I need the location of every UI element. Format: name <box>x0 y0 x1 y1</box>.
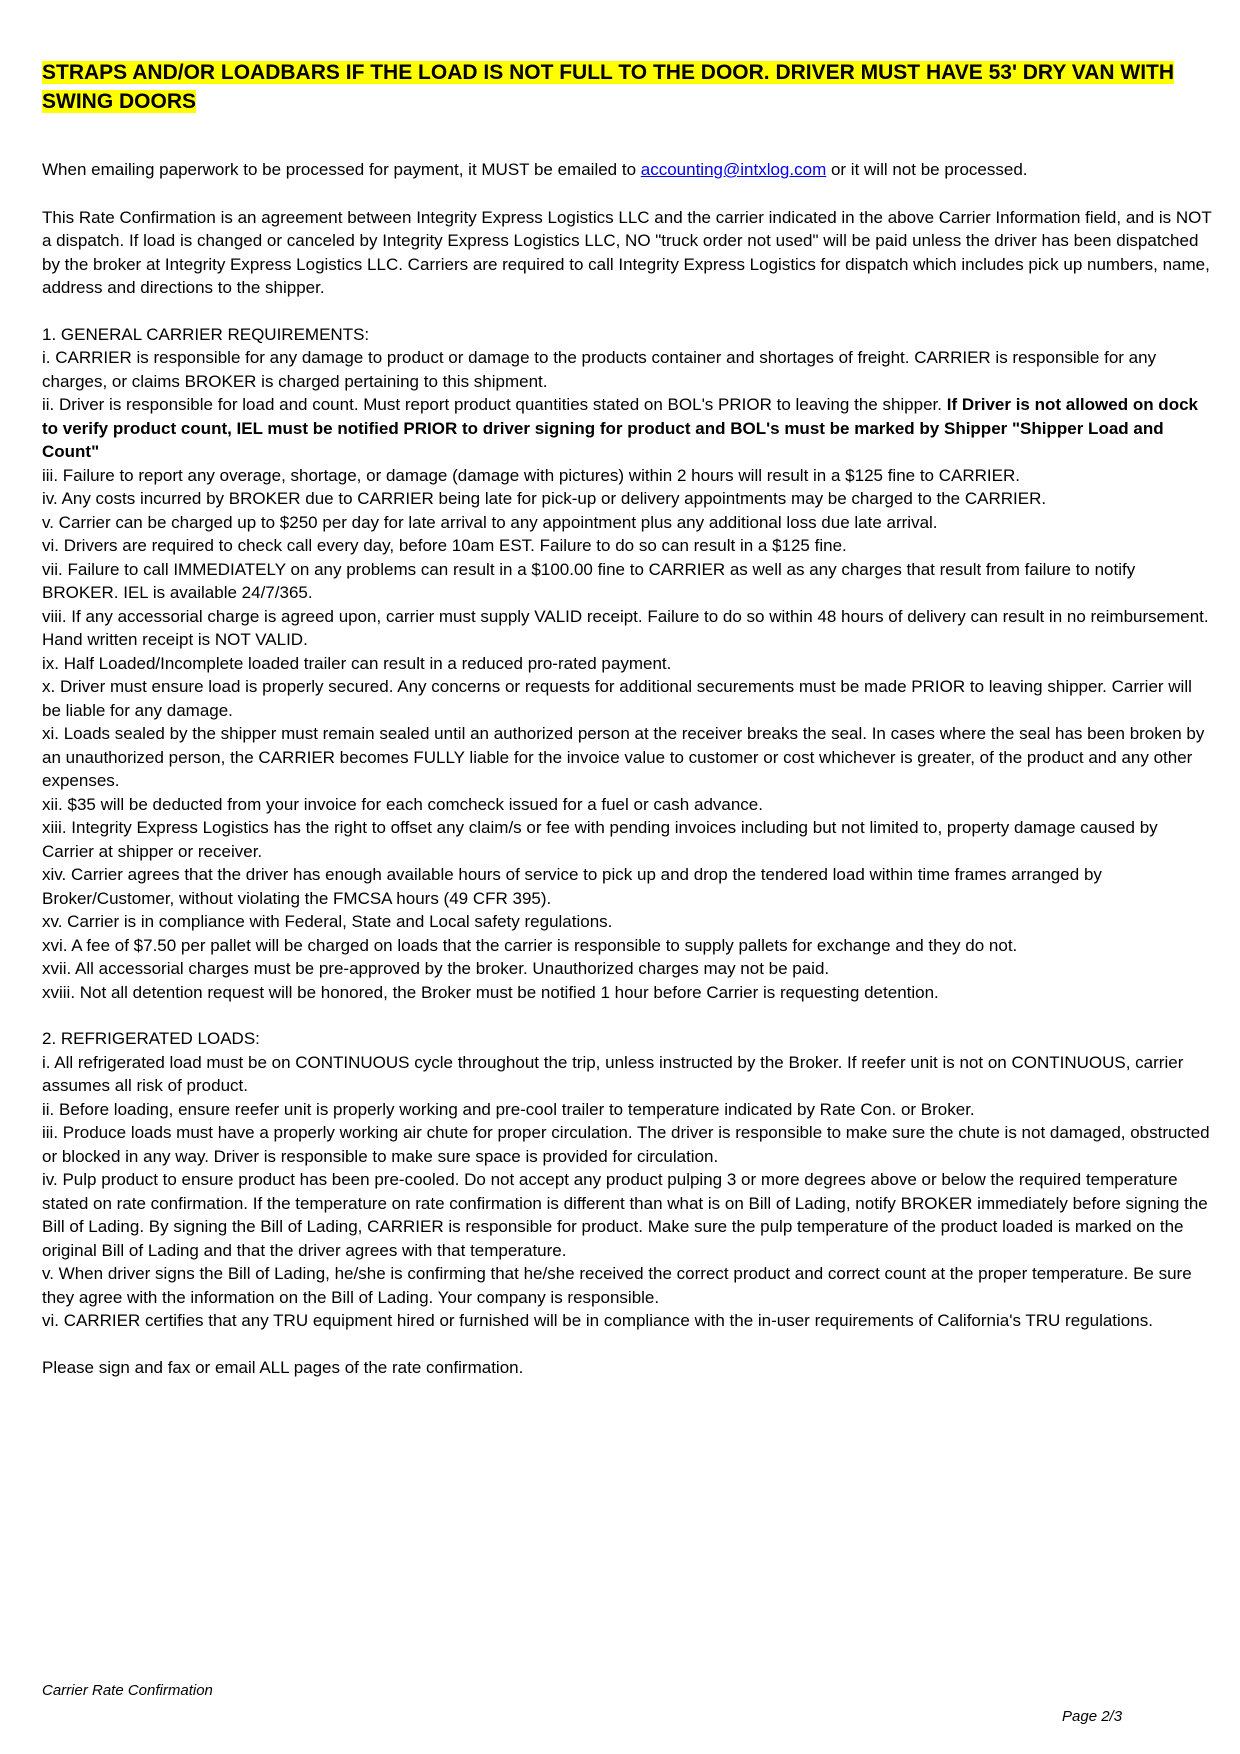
email-notice <box>42 158 1214 182</box>
general-item-vi: vi. Drivers are required to check call every day, before 10am EST. Failure to do so can result in a $125 fine. <box>42 536 847 555</box>
email-notice-before: When emailing paperwork to be processed for payment, it MUST be emailed to <box>42 160 641 179</box>
refrigerated-item-iv: iv. Pulp product to ensure product has been pre-cooled. Do not accept any product pulping 3 or more degrees above or below the required temperature stated on rate confirmation. If the temperature on rate confirmation is different than what is on Bill of Lading, notify BROKER immediately before signing the Bill of Lading. By signing the Bill of Lading, CARRIER is responsible for product. Make sure the pulp temperature of the product loaded is marked on the original Bill of Lading and that the driver agrees with that temperature. <box>42 1170 1208 1260</box>
general-item-xv: xv. Carrier is in compliance with Federal, State and Local safety regulations. <box>42 912 613 931</box>
general-item-xi: xi. Loads sealed by the shipper must remain sealed until an authorized person at the receiver breaks the seal. In cases where the seal has been broken by an unauthorized person, the CARRIER becomes FULLY liable for the invoice value to customer or cost whichever is greater, of the product and any other expenses. <box>42 724 1205 790</box>
general-item-viii: viii. If any accessorial charge is agreed upon, carrier must supply VALID receipt. Failure to do so within 48 hours of delivery can result in no reimbursement. Hand written receipt is NOT VALID. <box>42 606 1209 649</box>
general-item-xvi: xvi. A fee of $7.50 per pallet will be charged on loads that the carrier is responsible to supply pallets for exchange and they do not. <box>42 935 1018 955</box>
general-item-iv: iv. Any costs incurred by BROKER due to CARRIER being late for pick-up or delivery appointments may be charged to the CARRIER. <box>42 489 1047 508</box>
general-item-v: v. Carrier can be charged up to $250 per day for late arrival to any appointment plus any additional loss due late arrival. <box>42 512 938 532</box>
refrigerated-loads-title: 2. REFRIGERATED LOADS: <box>42 1029 260 1048</box>
general-item-ii-text: ii. Driver is responsible for load and count. Must report product quantities stated on BOL's PRIOR to leaving the shipper. <box>42 395 947 414</box>
closing-instruction: Please sign and fax or email ALL pages of the rate confirmation. <box>42 1357 524 1377</box>
refrigerated-item-v: v. When driver signs the Bill of Lading, he/she is confirming that he/she received the correct product and correct count at the proper temperature. Be sure they agree with the information on the Bill of Lading. Your company is responsible. <box>42 1264 1192 1307</box>
equipment-headline <box>42 58 1214 116</box>
general-item-x: x. Driver must ensure load is properly secured. Any concerns or requests for additional securements must be made PRIOR to leaving shipper. Carrier will be liable for any damage. <box>42 677 1192 720</box>
general-item-xiv: xiv. Carrier agrees that the driver has enough available hours of service to pick up and drop the tendered load within time frames arranged by Broker/Customer, without violating the FMCSA hours (49 CFR 395). <box>42 865 1102 908</box>
agreement-paragraph: This Rate Confirmation is an agreement between Integrity Express Logistics LLC and the carrier indicated in the above Carrier Information field, and is NOT a dispatch. If load is changed or canceled by Integrity Express Logistics LLC, NO "truck order not used" will be paid unless the driver has been dispatched by the broker at Integrity Express Logistics LLC. Carriers are required to call Integrity Express Logistics for dispatch which includes pick up numbers, name, address and directions to the shipper. <box>42 207 1212 297</box>
general-item-xvii: xvii. All accessorial charges must be pre-approved by the broker. Unauthorized charges may not be paid. <box>42 959 830 978</box>
email-notice-after: or it will not be processed. <box>826 160 1028 179</box>
headline-highlight: STRAPS AND/OR LOADBARS IF THE LOAD IS NOT FULL TO THE DOOR. DRIVER MUST HAVE 53' DRY VAN WITH SWING DOORS <box>42 61 1175 113</box>
general-item-ii-bold: If Driver is not allowed on dock to verify product count, IEL must be notified PRIOR to driver signing for product and BOL's must be marked by Shipper "Shipper Load and Count" <box>42 395 1198 461</box>
refrigerated-item-ii: ii. Before loading, ensure reefer unit is properly working and pre-cool trailer to temperature indicated by Rate Con. or Broker. <box>42 1099 975 1119</box>
general-item-ii <box>42 393 1214 464</box>
footer-document-title: Carrier Rate Confirmation <box>42 1682 213 1699</box>
footer-page-number: Page 2/3 <box>1062 1708 1123 1725</box>
document-body <box>42 58 1214 1379</box>
refrigerated-item-i: i. All refrigerated load must be on CONTINUOUS cycle throughout the trip, unless instructed by the Broker. If reefer unit is not on CONTINUOUS, carrier assumes all risk of product. <box>42 1052 1184 1095</box>
general-item-xii: xii. $35 will be deducted from your invoice for each comcheck issued for a fuel or cash advance. <box>42 794 763 814</box>
general-item-ix: ix. Half Loaded/Incomplete loaded trailer can result in a reduced pro-rated payment. <box>42 653 672 673</box>
general-item-i: i. CARRIER is responsible for any damage to product or damage to the products container and shortages of freight. CARRIER is responsible for any charges, or claims BROKER is charged pertaining to this shipment. <box>42 348 1157 391</box>
general-item-xiii: xiii. Integrity Express Logistics has the right to offset any claim/s or fee with pending invoices including but not limited to, property damage caused by Carrier at shipper or receiver. <box>42 818 1158 861</box>
refrigerated-item-vi: vi. CARRIER certifies that any TRU equipment hired or furnished will be in compliance with the in-user requirements of California's TRU regulations. <box>42 1311 1153 1330</box>
refrigerated-item-iii: iii. Produce loads must have a properly working air chute for proper circulation. The driver is responsible to make sure the chute is not damaged, obstructed or blocked in any way. Driver is responsible to make sure space is provided for circulation. <box>42 1123 1210 1166</box>
accounting-email-link[interactable]: accounting@intxlog.com <box>640 160 827 179</box>
general-item-iii: iii. Failure to report any overage, shortage, or damage (damage with pictures) within 2 hours will result in a $125 fine to CARRIER. <box>42 465 1020 485</box>
general-item-vii: vii. Failure to call IMMEDIATELY on any problems can result in a $100.00 fine to CARRIER as well as any charges that result from failure to notify BROKER. IEL is available 24/7/365. <box>42 559 1136 602</box>
general-requirements-title: 1. GENERAL CARRIER REQUIREMENTS: <box>42 324 370 344</box>
general-item-xviii: xviii. Not all detention request will be honored, the Broker must be notified 1 hour before Carrier is requesting detention. <box>42 982 939 1002</box>
